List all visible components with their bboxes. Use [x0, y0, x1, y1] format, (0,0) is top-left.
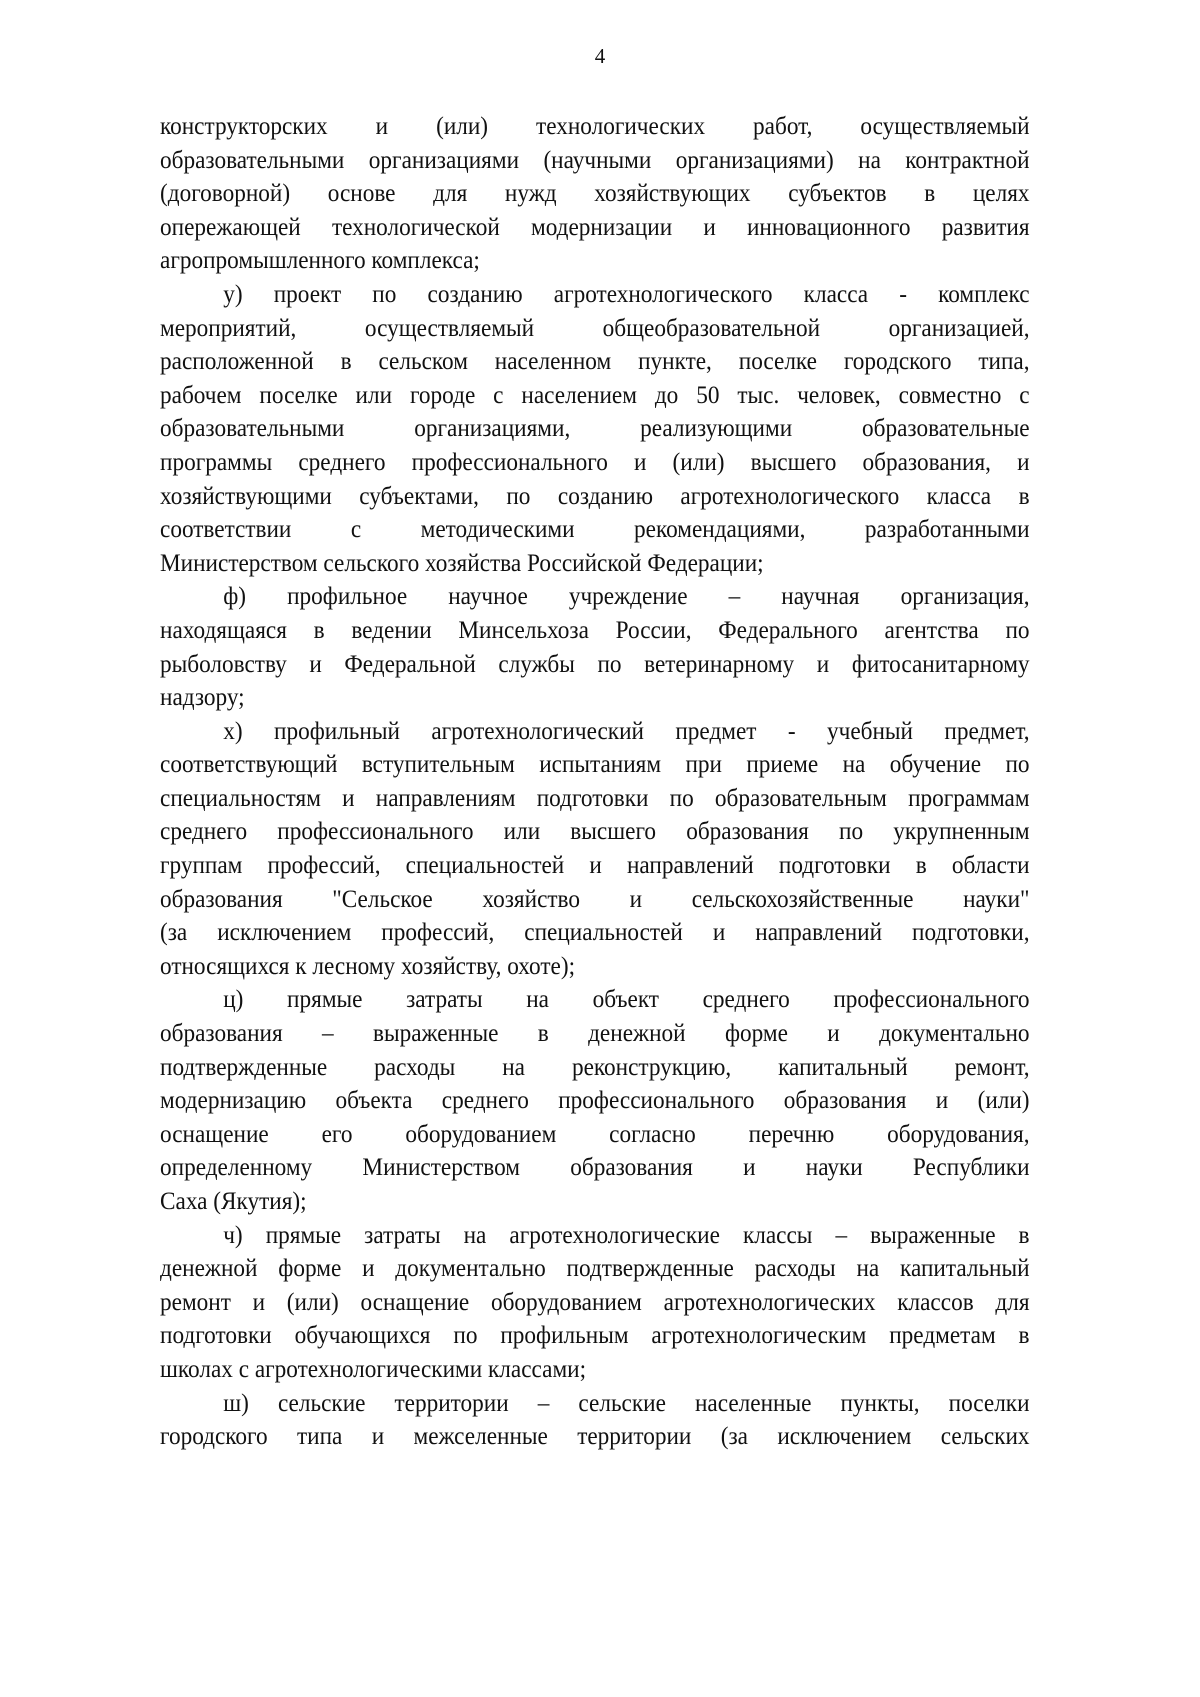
paragraph-kh [160, 715, 1030, 984]
text-line: соответствии с методическими рекомендациями, разработанными [160, 516, 1030, 544]
text-line: конструкторских и (или) технологических работ, осуществляемый [160, 113, 1030, 140]
paragraph-f [160, 580, 1030, 714]
page-number: 4 [594, 44, 606, 68]
text-line: рабочем поселке или городе с населением до 50 тыс. человек, совместно с [160, 381, 1030, 409]
text-line: среднего профессионального или высшего образования по укрупненным [160, 818, 1030, 846]
document-body [160, 110, 1030, 1454]
text-line: опережающей технологической модернизации и инновационного развития [160, 213, 1030, 241]
text-line: определенному Министерством образования и науки Республики [160, 1154, 1030, 1182]
paragraph-ts [160, 983, 1030, 1218]
paragraph-ch [160, 1219, 1030, 1387]
text-line: относящихся к лесному хозяйству, охоте); [160, 952, 576, 980]
text-line: ремонт и (или) оснащение оборудованием агротехнологических классов для [160, 1288, 1030, 1316]
text-line: группам профессий, специальностей и направлений подготовки в области [160, 852, 1030, 880]
text-line: расположенной в сельском населенном пункте, поселке городского типа, [160, 348, 1030, 376]
text-line: образовательными организациями, реализующими образовательные [160, 415, 1030, 443]
text-line: ф) профильное научное учреждение – научная организация, [223, 583, 1030, 611]
text-line: образования – выраженные в денежной форме и документально [160, 1020, 1030, 1048]
text-line: (за исключением профессий, специальностей и направлений подготовки, [160, 919, 1030, 947]
text-line: (договорной) основе для нужд хозяйствующих субъектов в целях [160, 180, 1030, 208]
text-line: подтвержденные расходы на реконструкцию, капитальный ремонт, [160, 1053, 1030, 1081]
paragraph-sh [160, 1387, 1030, 1454]
text-line: у) проект по созданию агротехнологического класса - комплекс [223, 280, 1030, 308]
text-line: соответствующий вступительным испытаниям при приеме на обучение по [160, 751, 1030, 779]
text-line: образования "Сельское хозяйство и сельскохозяйственные науки" [160, 885, 1030, 913]
text-line: городского типа и межселенные территории (за исключением сельских [160, 1423, 1030, 1451]
text-line: находящаяся в ведении Минсельхоза России, Федерального агентства по [160, 616, 1030, 644]
text-line: ч) прямые затраты на агротехнологические классы – выраженные в [223, 1221, 1030, 1249]
text-line: хозяйствующими субъектами, по созданию агротехнологического класса в [160, 482, 1030, 510]
text-line: ш) сельские территории – сельские населенные пункты, поселки [223, 1389, 1030, 1417]
text-line: Министерством сельского хозяйства Российской Федерации; [160, 549, 764, 577]
text-line: агропромышленного комплекса; [160, 247, 480, 275]
text-line: школах с агротехнологическими классами; [160, 1355, 587, 1383]
text-line: подготовки обучающихся по профильным агротехнологическим предметам в [160, 1322, 1030, 1350]
text-line: программы среднего профессионального и (или) высшего образования, и [160, 448, 1030, 476]
text-line: специальностям и направлениям подготовки по образовательным программам [160, 784, 1030, 812]
text-line: х) профильный агротехнологический предмет - учебный предмет, [223, 717, 1030, 745]
paragraph-u [160, 278, 1030, 580]
text-line: надзору; [160, 684, 245, 712]
text-line: Саха (Якутия); [160, 1188, 307, 1215]
text-line: ц) прямые затраты на объект среднего профессионального [223, 986, 1030, 1014]
text-line: оснащение его оборудованием согласно перечню оборудования, [160, 1120, 1030, 1148]
text-line: модернизацию объекта среднего профессионального образования и (или) [160, 1087, 1030, 1115]
text-line: мероприятий, осуществляемый общеобразовательной организацией, [160, 314, 1030, 342]
paragraph-continuation [160, 110, 1030, 278]
text-line: рыболовству и Федеральной службы по ветеринарному и фитосанитарному [160, 650, 1030, 678]
text-line: денежной форме и документально подтвержденные расходы на капитальный [160, 1255, 1030, 1283]
text-line: образовательными организациями (научными организациями) на контрактной [160, 146, 1030, 174]
